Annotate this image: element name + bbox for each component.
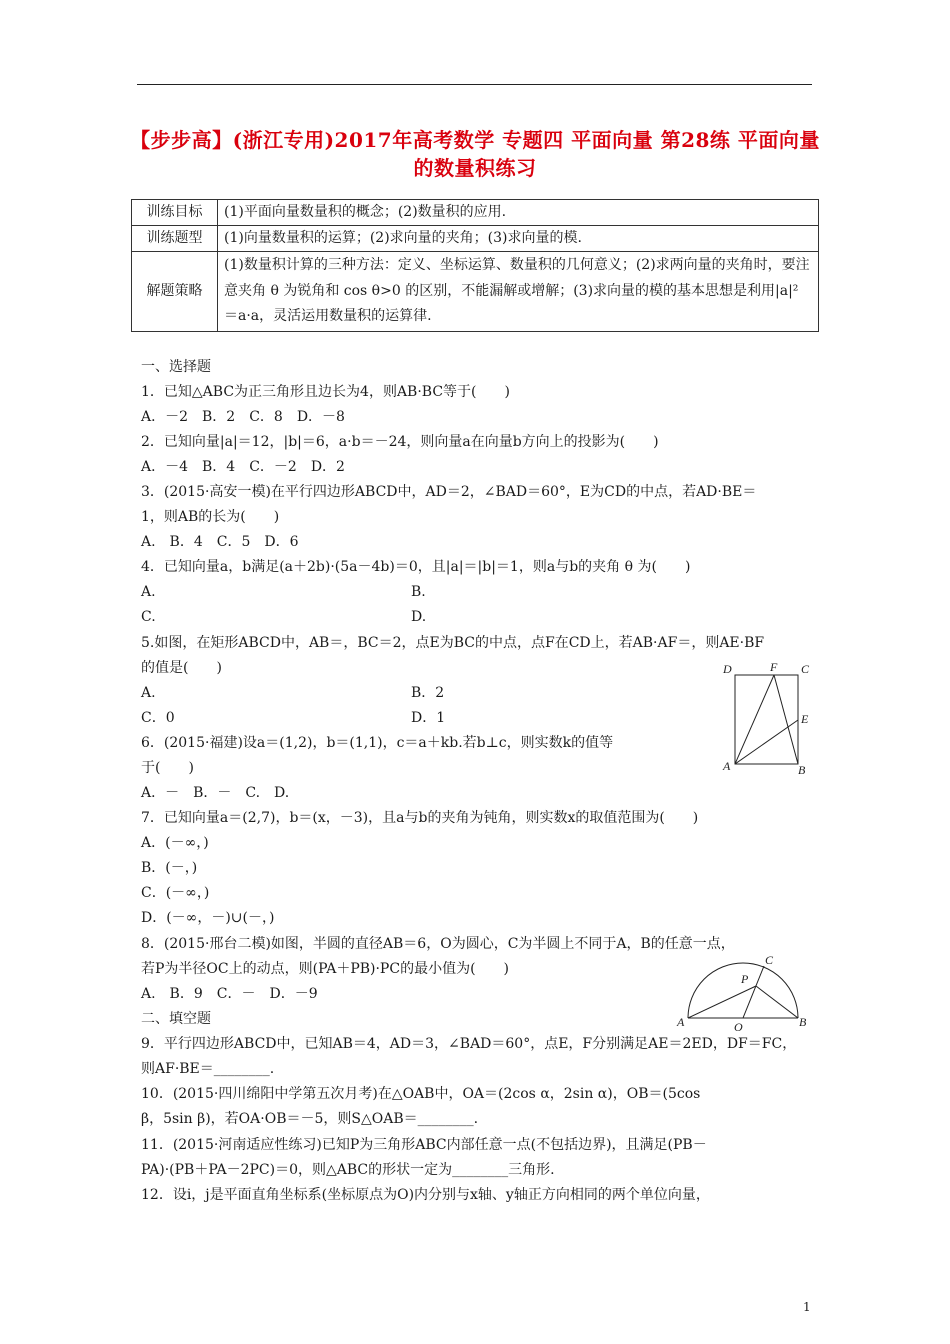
question-line: 5.如图，在矩形ABCD中，AB＝，BC＝2，点E为BC的中点，点F在CD上，若AB·AF＝，则AE·BF (141, 635, 765, 651)
row-value: (1)平面向量数量积的概念；(2)数量积的应用. (218, 200, 819, 226)
point-label: A (723, 759, 731, 773)
row-value: (1)数量积计算的三种方法：定义、坐标运算、数量积的几何意义；(2)求两向量的夹角时，要注意夹角 θ 为锐角和 cos θ>0 的区别，不能漏解或增解；(3)求向量的模的基本思想是利用|a|²＝a·a，灵活运用数量积的运算律. (218, 252, 819, 332)
section-heading-fill: 二、填空题 (141, 1011, 211, 1027)
training-goal-table (131, 199, 819, 332)
question-line: 12．设i，j是平面直角坐标系(坐标原点为O)内分别与x轴、y轴正方向相同的两个单位向量， (141, 1187, 710, 1203)
option-b: B．2 (411, 685, 445, 701)
option-line: C．(－∞，) (141, 885, 210, 901)
options-line: A. B．4 C．5 D．6 (141, 534, 299, 550)
option-line: D．(－∞，－)∪(－，) (141, 910, 275, 926)
row-value: (1)向量数量积的运算；(2)求向量的夹角；(3)求向量的模. (218, 226, 819, 252)
options-line: A. B．9 C．－ D．－9 (141, 986, 318, 1002)
point-label: C (765, 953, 774, 967)
option-c: C．0 (141, 710, 175, 726)
option-b: B. (411, 584, 426, 600)
row-key: 训练题型 (132, 226, 218, 252)
point-label: F (770, 660, 778, 674)
question-line: 1．已知△ABC为正三角形且边长为4，则AB·BC等于( ) (141, 384, 510, 400)
row-key: 训练目标 (132, 200, 218, 226)
question-line: 4．已知向量a，b满足(a＋2b)·(5a－4b)＝0，且|a|＝|b|＝1，则a与b的夹角 θ 为( ) (141, 559, 691, 575)
question-line: 3．(2015·高安一模)在平行四边形ABCD中，AD＝2，∠BAD＝60°，E为CD的中点，若AD·BE＝ (141, 484, 757, 500)
option-d: D. (411, 609, 427, 625)
table-row (132, 200, 819, 226)
table-row (132, 252, 819, 332)
question-line: 则AF·BE＝________. (141, 1061, 275, 1077)
header-rule (137, 84, 812, 85)
question-line: 7．已知向量a＝(2,7)，b＝(x，－3)，且a与b的夹角为钝角，则实数x的取值范围为( ) (141, 810, 699, 826)
option-line: B．(－，) (141, 860, 198, 876)
page-number: 1 (803, 1300, 811, 1314)
question-line: 10．(2015·四川绵阳中学第五次月考)在△OAB中，OA＝(2cos α，2sin α)，OB＝(5cos (141, 1086, 701, 1102)
point-label: P (741, 972, 749, 986)
question-line: β，5sin β)，若OA·OB＝－5，则S△OAB＝________. (141, 1111, 479, 1127)
options-line: A．－2 B．2 C．8 D．－8 (141, 409, 345, 425)
option-line: A．(－∞，) (141, 835, 209, 851)
question-line: 于( ) (141, 760, 194, 776)
section-heading-choice: 一、选择题 (141, 359, 211, 375)
point-label: A (677, 1015, 685, 1029)
question-line: 的值是( ) (141, 660, 222, 676)
page-title: 【步步高】(浙江专用)2017年高考数学 专题四 平面向量 第28练 平面向量的数量积练习 (130, 128, 820, 180)
option-c: C. (141, 609, 156, 625)
point-label: D (723, 662, 732, 676)
question-line: 9．平行四边形ABCD中，已知AB＝4，AD＝3，∠BAD＝60°，点E，F分别满足AE＝2ED，DF＝FC， (141, 1036, 797, 1052)
question-line: 2．已知向量|a|＝12，|b|＝6，a·b＝－24，则向量a在向量b方向上的投影为( ) (141, 434, 659, 450)
question-line: 1，则AB的长为( ) (141, 509, 280, 525)
options-line: A．－ B．－ C. D. (141, 785, 290, 801)
point-label: C (801, 662, 810, 676)
table-row (132, 226, 819, 252)
question-line: 8．(2015·邢台二模)如图，半圆的直径AB＝6，O为圆心，C为半圆上不同于A，B的任意一点， (141, 936, 735, 952)
option-a: A. (141, 584, 156, 600)
option-d: D．1 (411, 710, 446, 726)
semicircle-figure (676, 950, 816, 1035)
point-label: E (801, 712, 809, 726)
rectangle-figure (718, 658, 818, 778)
point-label: B (799, 1015, 807, 1029)
option-a: A. (141, 685, 156, 701)
question-line: 11．(2015·河南适应性练习)已知P为三角形ABC内部任意一点(不包括边界)，且满足(PB－ (141, 1137, 707, 1153)
question-line: 6．(2015·福建)设a＝(1,2)，b＝(1,1)，c＝a＋kb.若b⊥c，则实数k的值等 (141, 735, 614, 751)
row-key: 解题策略 (132, 252, 218, 332)
point-label: B (798, 763, 806, 777)
point-label: O (734, 1020, 743, 1034)
options-line: A．－4 B．4 C．－2 D．2 (141, 459, 345, 475)
question-line: 若P为半径OC上的动点，则(PA＋PB)·PC的最小值为( ) (141, 961, 509, 977)
question-line: PA)·(PB＋PA－2PC)＝0，则△ABC的形状一定为________三角形. (141, 1162, 555, 1178)
